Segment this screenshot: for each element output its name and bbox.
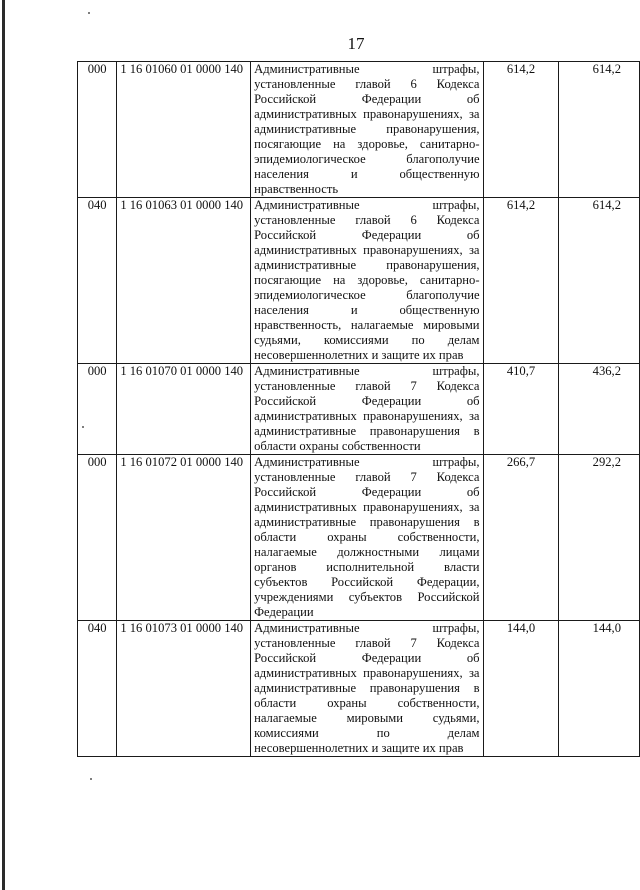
admin-code-cell: 000 (78, 455, 117, 621)
amount-year1-cell: 144,0 (483, 621, 559, 757)
item-name-cell: Административные штрафы, установленные главой 7 Кодекса Российской Федерации об административных правонарушениях, за административные правонарушения в области охраны собственности, налагаемые мировыми судьями, комиссиями по делам несовершеннолетних и защите их прав (251, 621, 483, 757)
amount-year1-cell: 410,7 (483, 364, 559, 455)
table-row (78, 455, 640, 621)
budget-code-cell: 1 16 01072 01 0000 140 (117, 455, 251, 621)
amount-year2-cell: 144,0 (559, 621, 640, 757)
item-name-cell: Административные штрафы, установленные главой 7 Кодекса Российской Федерации об административных правонарушениях, за административные правонарушения в области охраны собственности, налагаемые должностными лицами органов исполнительной власти субъектов Российской Федерации, учреждениями субъектов Российской Федерации (251, 455, 483, 621)
table-row (78, 62, 640, 198)
item-name-cell: Административные штрафы, установленные главой 6 Кодекса Российской Федерации об административных правонарушениях, за административные правонарушения, посягающие на здоровье, санитарно-эпидемиологическое благополучие населения и общественную нравственность (251, 62, 483, 198)
budget-code-cell: 1 16 01063 01 0000 140 (117, 198, 251, 364)
amount-year2-cell: 614,2 (559, 198, 640, 364)
admin-code-cell: 040 (78, 621, 117, 757)
admin-code-cell: 040 (78, 198, 117, 364)
budget-table (77, 61, 640, 757)
table-row (78, 198, 640, 364)
item-name-cell: Административные штрафы, установленные главой 7 Кодекса Российской Федерации об административных правонарушениях, за административные правонарушения в области охраны собственности (251, 364, 483, 455)
amount-year2-cell: 292,2 (559, 455, 640, 621)
scan-speck (90, 778, 92, 780)
table-row (78, 621, 640, 757)
item-name-cell: Административные штрафы, установленные главой 6 Кодекса Российской Федерации об административных правонарушениях, за административные правонарушения, посягающие на здоровье, санитарно-эпидемиологическое благополучие населения и общественную нравственность, налагаемые мировыми судьями, комиссиями по делам несовершеннолетних и защите их прав (251, 198, 483, 364)
table-row (78, 364, 640, 455)
amount-year2-cell: 436,2 (559, 364, 640, 455)
budget-code-cell: 1 16 01073 01 0000 140 (117, 621, 251, 757)
amount-year1-cell: 614,2 (483, 198, 559, 364)
admin-code-cell: 000 (78, 364, 117, 455)
amount-year2-cell: 614,2 (559, 62, 640, 198)
budget-code-cell: 1 16 01060 01 0000 140 (117, 62, 251, 198)
admin-code-cell: 000 (78, 62, 117, 198)
scan-speck (88, 12, 90, 14)
amount-year1-cell: 266,7 (483, 455, 559, 621)
amount-year1-cell: 614,2 (483, 62, 559, 198)
page-number: 17 (347, 34, 365, 53)
budget-code-cell: 1 16 01070 01 0000 140 (117, 364, 251, 455)
scan-border (2, 0, 5, 890)
